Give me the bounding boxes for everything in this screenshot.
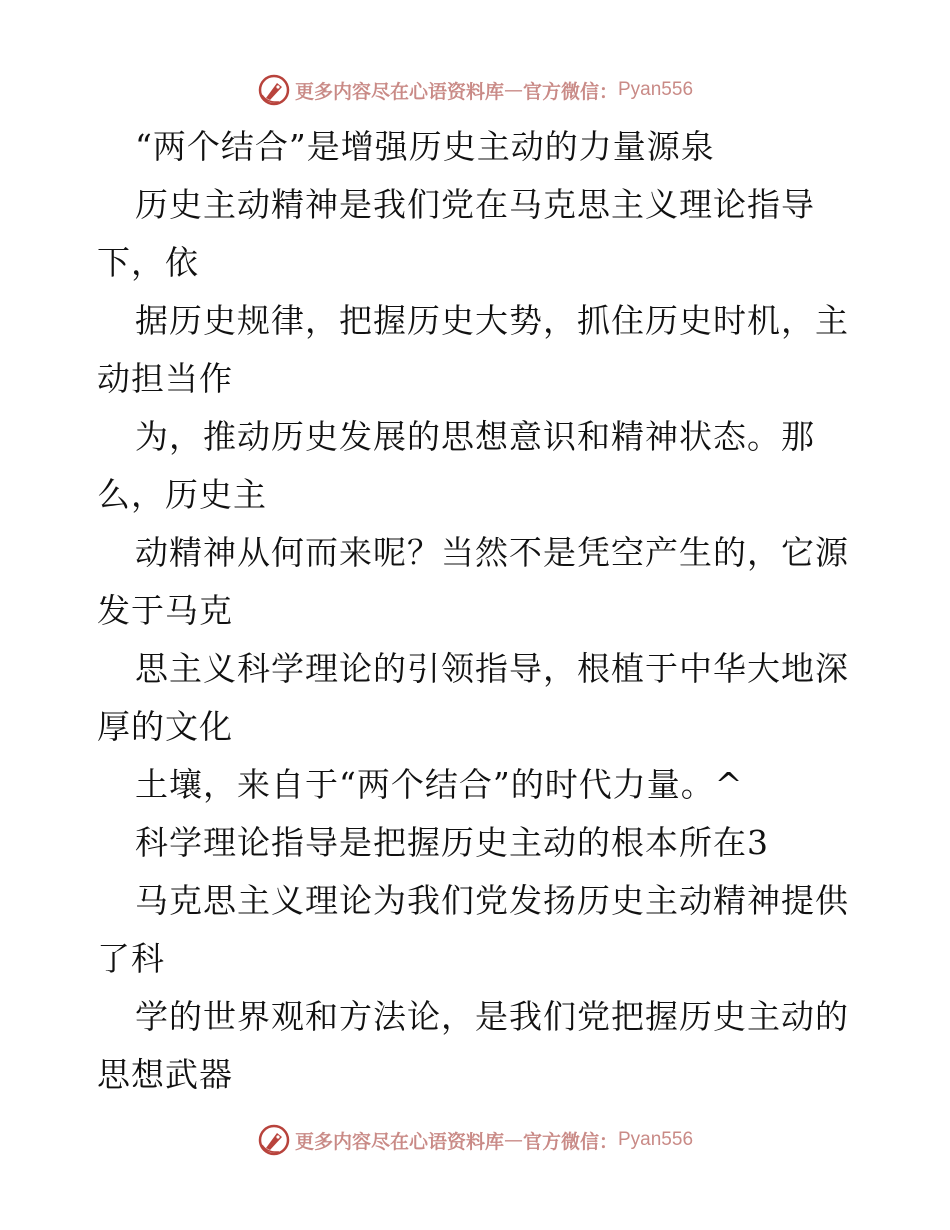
text-line: 动精神从何而来呢？当然不是凭空产生的，它源: [135, 533, 849, 572]
document-body: [97, 118, 857, 1104]
header-watermark: [0, 68, 950, 112]
text-line: 思想武器: [97, 1055, 233, 1094]
text-line: 动担当作: [97, 359, 233, 398]
text-line: 据历史规律，把握历史大势，抓住历史时机，主: [135, 301, 849, 340]
pen-nib-circle-icon: [257, 73, 291, 107]
text-line: 思主义科学理论的引领指导，根植于中华大地深: [135, 649, 849, 688]
watermark-separator: —: [503, 1129, 523, 1151]
watermark-text: 更多内容尽在心语资料库: [294, 1130, 504, 1153]
text-line: 历史主动精神是我们党在马克思主义理论指导: [135, 185, 815, 224]
watermark-contact-label: 官方微信：: [522, 80, 618, 103]
document-title: “两个结合”是增强历史主动的力量源泉: [135, 127, 715, 166]
section-heading: 科学理论指导是把握历史主动的根本所在3: [135, 823, 769, 862]
footer-watermark: [0, 1118, 950, 1162]
text-line: 为，推动历史发展的思想意识和精神状态。那: [135, 417, 815, 456]
text-line: 学的世界观和方法论，是我们党把握历史主动的: [135, 997, 849, 1036]
text-line: 下，依: [97, 243, 199, 282]
watermark-contact-id: Pyan556: [618, 79, 694, 100]
watermark-separator: —: [503, 79, 523, 101]
watermark-contact-id: Pyan556: [618, 1129, 694, 1150]
text-line: 发于马克: [97, 591, 233, 630]
pen-nib-circle-icon: [257, 1123, 291, 1157]
watermark-text: 更多内容尽在心语资料库: [294, 80, 504, 103]
text-line: 么，历史主: [97, 475, 267, 514]
text-line: 马克思主义理论为我们党发扬历史主动精神提供: [135, 881, 849, 920]
watermark-contact-label: 官方微信：: [522, 1130, 618, 1153]
text-line: 土壤，来自于“两个结合”的时代力量。^: [135, 765, 744, 804]
text-line: 了科: [97, 939, 165, 978]
text-line: 厚的文化: [97, 707, 233, 746]
